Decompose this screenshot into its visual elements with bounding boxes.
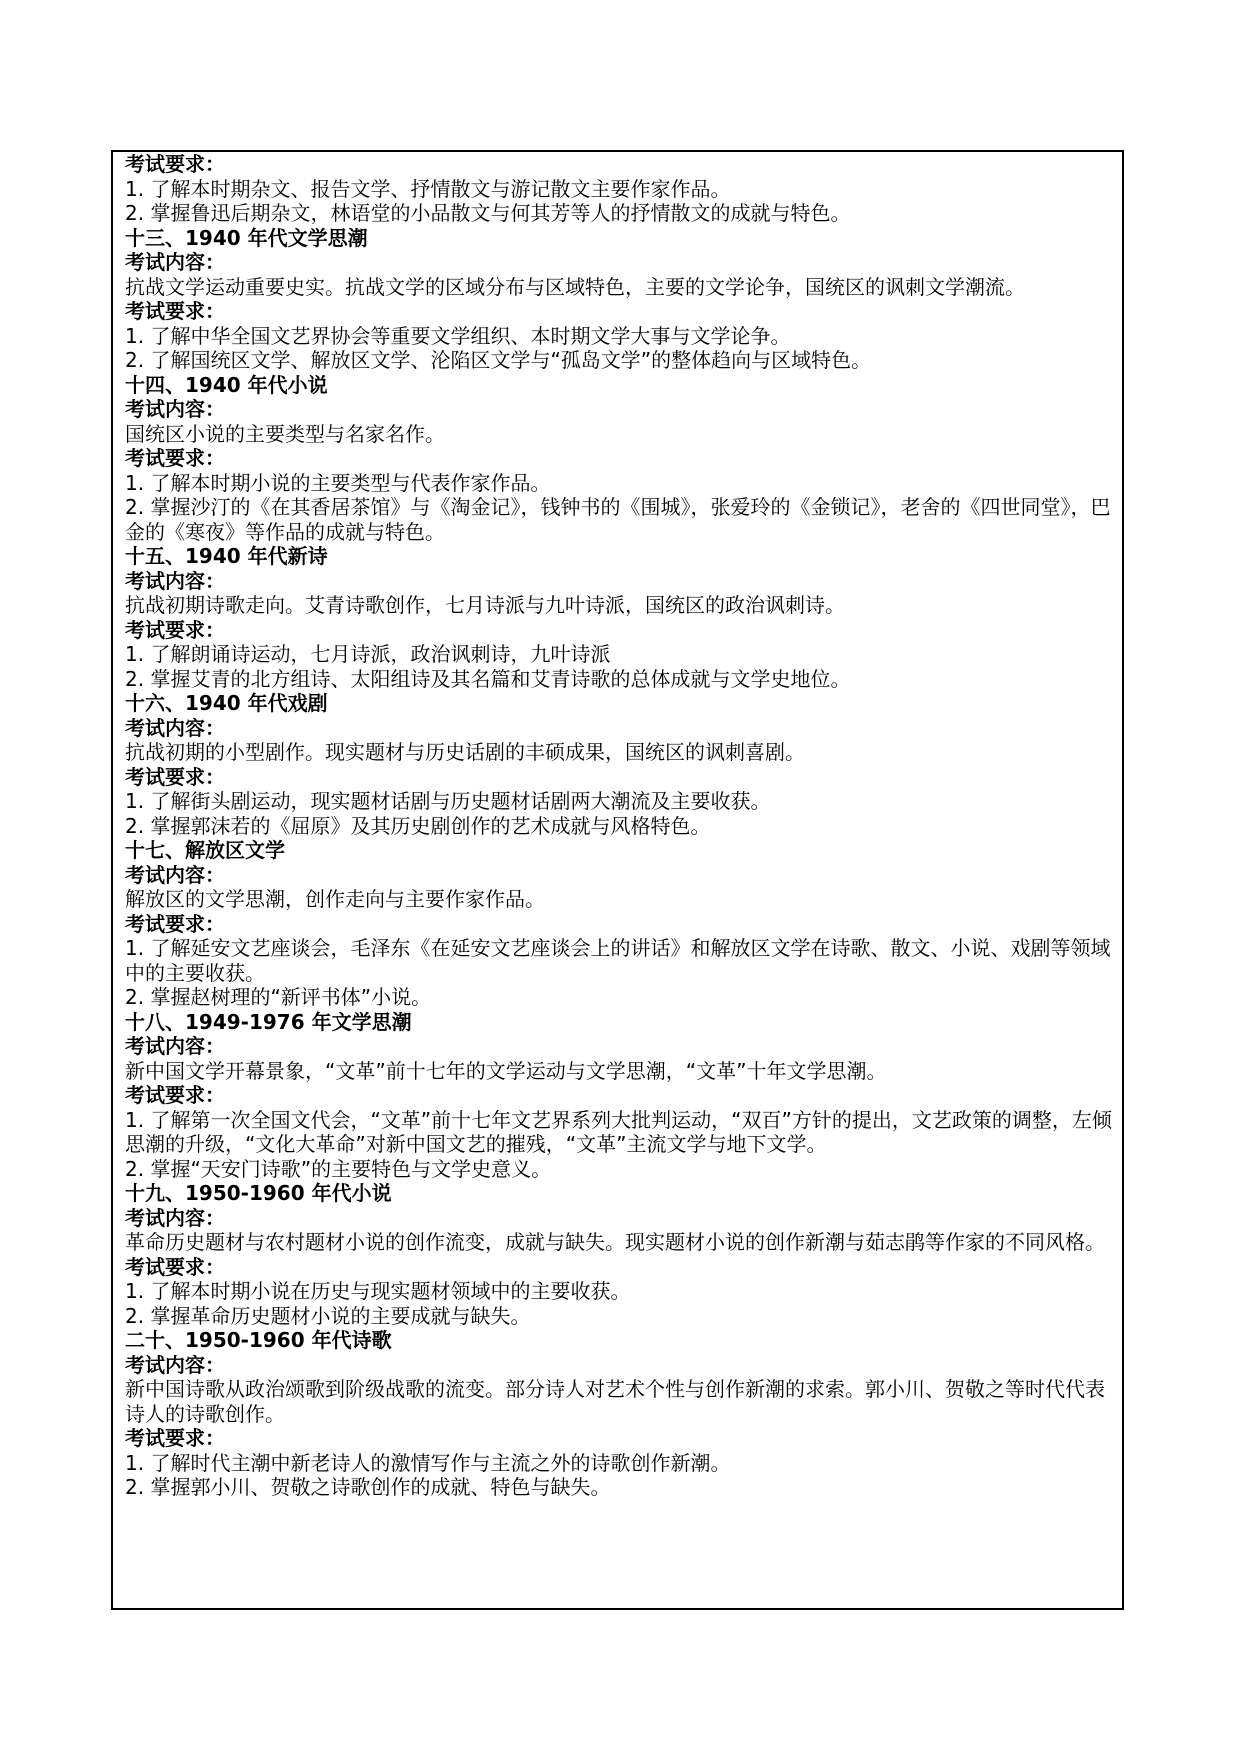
syllabus-text: 2. 掌握革命历史题材小说的主要成就与缺失。 — [125, 1303, 531, 1328]
syllabus-text: 2. 掌握沙汀的《在其香居茶馆》与《淘金记》，钱钟书的《围城》，张爱玲的《金锁记》，老舍的《四世同堂》，巴金的《寒夜》等作品的成就与特色。 — [125, 495, 1111, 544]
syllabus-content-box — [111, 150, 1124, 1610]
syllabus-text: 1. 了解朗诵诗运动，七月诗派，政治讽刺诗，九叶诗派 — [125, 642, 611, 666]
section-heading: 十六、1940 年代戏剧 — [125, 691, 328, 715]
syllabus-text: 2. 掌握“天安门诗歌”的主要特色与文学史意义。 — [125, 1156, 552, 1181]
syllabus-text: 1. 了解中华全国文艺界协会等重要文学组织、本时期文学大事与文学论争。 — [125, 323, 791, 348]
syllabus-text: 革命历史题材与农村题材小说的创作流变，成就与缺失。现实题材小说的创作新潮与茹志鹃等作家的不同风格。 — [125, 1230, 1105, 1254]
section-heading: 考试内容： — [125, 397, 225, 421]
syllabus-text: 国统区小说的主要类型与名家名作。 — [125, 421, 445, 446]
section-heading: 考试内容： — [125, 250, 225, 274]
section-heading: 考试内容： — [125, 1205, 225, 1230]
syllabus-text: 1. 了解延安文艺座谈会，毛泽东《在延安文艺座谈会上的讲话》和解放区文学在诗歌、散文、小说、戏剧等领域中的主要收获。 — [125, 936, 1111, 985]
section-heading: 考试内容： — [125, 1034, 225, 1058]
syllabus-text: 1. 了解本时期杂文、报告文学、抒情散文与游记散文主要作家作品。 — [125, 176, 731, 201]
syllabus-text: 2. 掌握郭沫若的《屈原》及其历史剧创作的艺术成就与风格特色。 — [125, 813, 711, 838]
syllabus-text: 抗战初期诗歌走向。艾青诗歌创作，七月诗派与九叶诗派，国统区的政治讽刺诗。 — [125, 593, 845, 617]
section-heading: 考试要求： — [125, 764, 225, 789]
section-heading: 十五、1940 年代新诗 — [125, 544, 328, 568]
syllabus-text: 抗战初期的小型剧作。现实题材与历史话剧的丰硕成果，国统区的讽刺喜剧。 — [125, 740, 805, 764]
syllabus-text: 1. 了解时代主潮中新老诗人的激情写作与主流之外的诗歌创作新潮。 — [125, 1450, 731, 1475]
syllabus-text: 1. 了解本时期小说的主要类型与代表作家作品。 — [125, 470, 551, 495]
syllabus-text: 新中国文学开幕景象，“文革”前十七年的文学运动与文学思潮，“文革”十年文学思潮。 — [125, 1058, 887, 1083]
syllabus-text: 抗战文学运动重要史实。抗战文学的区域分布与区域特色，主要的文学论争，国统区的讽刺文学潮流。 — [125, 274, 1025, 299]
section-heading: 考试要求： — [125, 617, 225, 642]
section-heading: 考试要求： — [125, 1083, 225, 1107]
section-heading: 考试内容： — [125, 862, 225, 887]
section-heading: 十九、1950-1960 年代小说 — [125, 1181, 392, 1205]
section-heading: 考试要求： — [125, 446, 225, 470]
section-heading: 考试要求： — [125, 152, 225, 176]
section-heading: 十三、1940 年代文学思潮 — [125, 225, 368, 250]
section-heading: 二十、1950-1960 年代诗歌 — [125, 1328, 392, 1352]
syllabus-text: 新中国诗歌从政治颂歌到阶级战歌的流变。部分诗人对艺术个性与创作新潮的求索。郭小川、贺敬之等时代代表诗人的诗歌创作。 — [125, 1377, 1105, 1426]
section-heading: 考试要求： — [125, 1254, 225, 1279]
syllabus-text: 1. 了解第一次全国文代会，“文革”前十七年文艺界系列大批判运动，“双百”方针的提出，文艺政策的调整，左倾思潮的升级，“文化大革命”对新中国文艺的摧残，“文革”主流文学与地下文学。 — [125, 1107, 1112, 1156]
syllabus-text: 2. 掌握鲁迅后期杂文，林语堂的小品散文与何其芳等人的抒情散文的成就与特色。 — [125, 201, 851, 225]
syllabus-text: 2. 掌握艾青的北方组诗、太阳组诗及其名篇和艾青诗歌的总体成就与文学史地位。 — [125, 666, 851, 691]
syllabus-text: 2. 掌握郭小川、贺敬之诗歌创作的成就、特色与缺失。 — [125, 1475, 611, 1499]
section-heading: 考试内容： — [125, 1352, 225, 1377]
section-heading: 十八、1949-1976 年文学思潮 — [125, 1009, 412, 1034]
section-heading: 十七、解放区文学 — [125, 838, 285, 862]
section-heading: 考试要求： — [125, 1426, 225, 1450]
syllabus-text: 1. 了解本时期小说在历史与现实题材领域中的主要收获。 — [125, 1279, 631, 1303]
syllabus-text: 2. 了解国统区文学、解放区文学、沦陷区文学与“孤岛文学”的整体趋向与区域特色。 — [125, 348, 872, 372]
syllabus-text: 解放区的文学思潮，创作走向与主要作家作品。 — [125, 887, 545, 911]
section-heading: 考试要求： — [125, 911, 225, 936]
section-heading: 十四、1940 年代小说 — [125, 372, 328, 397]
syllabus-text: 1. 了解街头剧运动，现实题材话剧与历史题材话剧两大潮流及主要收获。 — [125, 789, 771, 813]
syllabus-text: 2. 掌握赵树理的“新评书体”小说。 — [125, 985, 432, 1009]
section-heading: 考试内容： — [125, 715, 225, 740]
section-heading: 考试要求： — [125, 299, 225, 323]
section-heading: 考试内容： — [125, 568, 225, 593]
